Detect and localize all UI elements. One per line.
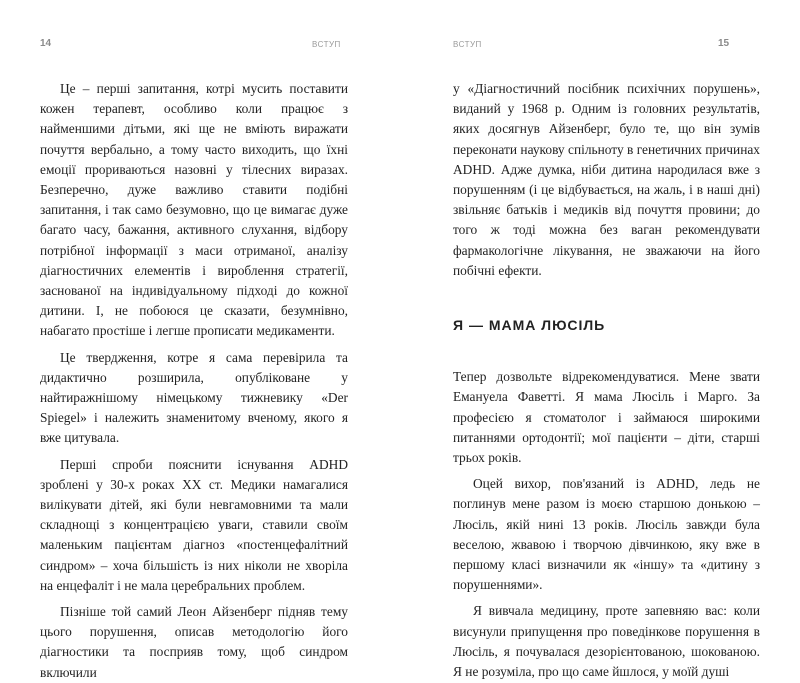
- paragraph: Пізніше той самий Леон Айзенберг підняв тему цього порушення, описав методологію його діагностики та посприяв тому, щоб синдром включили: [40, 604, 348, 680]
- paragraph: Оцей вихор, пов'язаний із ADHD, ледь не поглинув мене разом із моєю старшою донькою – Люсіль, якій нині 13 років. Люсіль завжди була веселою, жвавою і творчою дівчинкою, яку вже в першому класі визначили як «іншу» та «дитину з порушеннями».: [453, 476, 760, 593]
- left-page: [0, 0, 400, 680]
- page-number: 15: [718, 38, 730, 49]
- paragraph: Це – перші запитання, котрі мусить поставити кожен терапевт, особливо коли працює з найменшими дітьми, які ще не вміють виражати почуття вербально, а тому часто виходить, що їхні емоції прориваються назовні у тілесних виразах. Безперечно, дуже важливо ставити подібні запитання, і так само безумовно, що це вимагає дуже багато часу, бажання, активного слухання, відбору потрібної інформації з маси отриманої, аналізу діагностичних елементів і вироблення стратегії, заснованої на індивідуальному підході до кожної дитини. І, не побоюся це сказати, безумнівно, набагато простіше і легше прописати медикаменти.: [40, 81, 348, 339]
- paragraph: Це твердження, котре я сама перевірила та дидактично розширила, опубліковане у найтиражнішому німецькому тижневику «Der Spiegel» і належить знаменитому вченому, якого я вже цитувала.: [40, 349, 348, 446]
- paragraph: Я вивчала медицину, проте запевняю вас: коли висунули припущення про поведінкове порушення в Люсіль, я почувалася дезорієнтованою, шокованою. Я не розуміла, про що саме йшлося, у моїй душі: [453, 603, 760, 680]
- paragraph: у «Діагностичний посібник психічних порушень», виданий у 1968 р. Одним із головних результатів, яких досягнув Айзенберг, було те, що він зумів переконати наукову спільноту в генетичних причинах ADHD. Адже думка, ніби дитина народилася вже з порушенням (і це відбувається, на жаль, і в наші дні) звільняє батьків і медиків від почуття провини; до того ж тоді можна без ваган рекомендувати фармакологічне лікування, не зважаючи на його побічні ефекти.: [453, 81, 760, 278]
- right-page: [400, 0, 800, 680]
- left-body-text: [40, 79, 348, 683]
- paragraph: Тепер дозвольте відрекомендуватися. Мене звати Емануела Фаветті. Я мама Люсіль і Марго. За професією я стоматолог і займаюся широкими питаннями ортодонтії; мої пацієнти – діти, старші трьох років.: [453, 369, 760, 466]
- paragraph: Перші спроби пояснити існування ADHD зроблені у 30-х роках XX ст. Медики намагалися вилікувати дітей, які були невгамовними та мали складнощі з концентрацією уваги, ставили своїм маленьким пацієнтам діагноз «постенцефалітний синдром» – хоча більшість із них ніколи не хворіла на енцефаліт і не мала церебральних проблем.: [40, 456, 348, 593]
- right-body-text: [453, 79, 760, 682]
- running-head: ВСТУП: [453, 40, 482, 49]
- section-heading: Я — МАМА ЛЮСІЛЬ: [453, 317, 606, 334]
- running-head: ВСТУП: [312, 40, 341, 49]
- page-number: 14: [40, 38, 52, 49]
